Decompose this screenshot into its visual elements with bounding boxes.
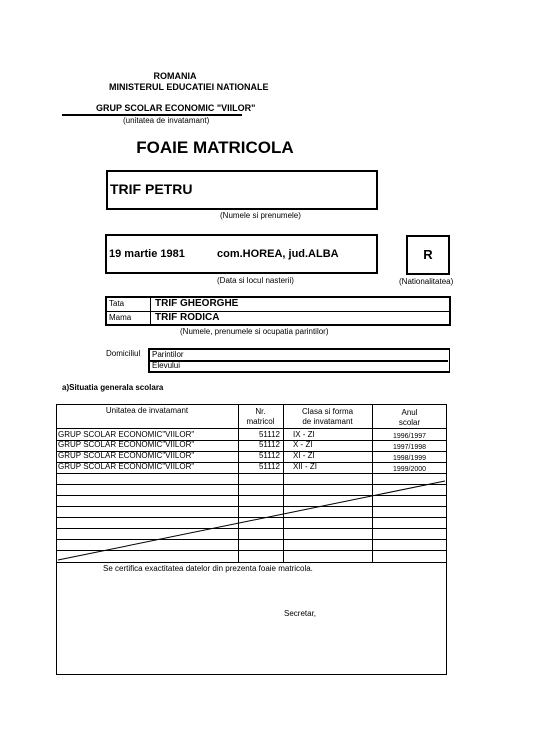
row3-unit: GRUP SCOLAR ECONOMIC"VIILOR" <box>58 451 195 460</box>
parents-box <box>105 296 451 326</box>
row3-nr: 51112 <box>258 451 280 460</box>
header-year-line1: Anul <box>401 408 418 417</box>
cancel-diagonal <box>56 404 447 564</box>
mother-name: TRIF RODICA <box>155 312 220 323</box>
domicile-parents-label: Parintilor <box>152 350 184 359</box>
row4-class: XII - ZI <box>293 462 317 471</box>
header-nr-line2: matricol <box>246 417 275 426</box>
header-class-line2: de invatamant <box>302 417 353 426</box>
row1-class: IX - ZI <box>293 430 315 439</box>
row4-nr: 51112 <box>258 462 280 471</box>
ministry-name: MINISTERUL EDUCATIEI NATIONALE <box>109 82 269 92</box>
row3-year: 1998/1999 <box>392 455 427 462</box>
row2-nr: 51112 <box>258 440 280 449</box>
father-label: Tata <box>109 299 125 308</box>
school-name: GRUP SCOLAR ECONOMIC "VIILOR" <box>96 103 256 113</box>
header-year-line2: scolar <box>398 418 421 427</box>
nationality-caption: (Nationalitatea) <box>399 277 454 286</box>
records-table <box>56 404 447 564</box>
header-nr-line1: Nr. <box>255 407 266 416</box>
parents-caption: (Numele, prenumele si ocupatia parintilor) <box>180 327 329 336</box>
name-caption: (Numele si prenumele) <box>220 211 301 220</box>
birth-info-box <box>105 234 378 274</box>
school-caption: (unitatea de invatamant) <box>123 116 210 125</box>
birth-place: com.HOREA, jud.ALBA <box>217 248 339 260</box>
header-unit: Unitatea de invatamant <box>105 406 189 415</box>
section-title: a)Situatia generala scolara <box>62 383 164 392</box>
document-title: FOAIE MATRICOLA <box>136 138 294 157</box>
domicile-box <box>148 348 450 373</box>
row4-unit: GRUP SCOLAR ECONOMIC"VIILOR" <box>58 462 195 471</box>
nationality-value: R <box>423 247 433 262</box>
birth-date: 19 martie 1981 <box>109 248 185 260</box>
country-name: ROMANIA <box>153 71 197 81</box>
row3-class: XI - ZI <box>293 451 315 460</box>
header-class-line1: Clasa si forma <box>301 407 354 416</box>
domicile-student-label: Elevului <box>152 361 181 370</box>
student-name-box <box>106 170 378 210</box>
row1-unit: GRUP SCOLAR ECONOMIC"VIILOR" <box>58 430 195 439</box>
nationality-box <box>406 235 450 275</box>
row1-nr: 51112 <box>258 430 280 439</box>
row4-year: 1999/2000 <box>392 466 427 473</box>
domicile-label: Domiciliul <box>106 349 141 358</box>
birth-caption: (Data si locul nasterii) <box>217 276 294 285</box>
row2-year: 1997/1998 <box>392 444 427 451</box>
mother-label: Mama <box>109 313 132 322</box>
father-name: TRIF GHEORGHE <box>155 298 239 309</box>
row2-class: X - ZI <box>293 440 313 449</box>
student-name: TRIF PETRU <box>110 181 193 197</box>
row1-year: 1996/1997 <box>392 433 427 440</box>
row2-unit: GRUP SCOLAR ECONOMIC"VIILOR" <box>58 440 195 449</box>
certification-text: Se certifica exactitatea datelor din prezenta foaie matricola. <box>103 564 313 573</box>
secretary-label: Secretar, <box>284 609 317 618</box>
